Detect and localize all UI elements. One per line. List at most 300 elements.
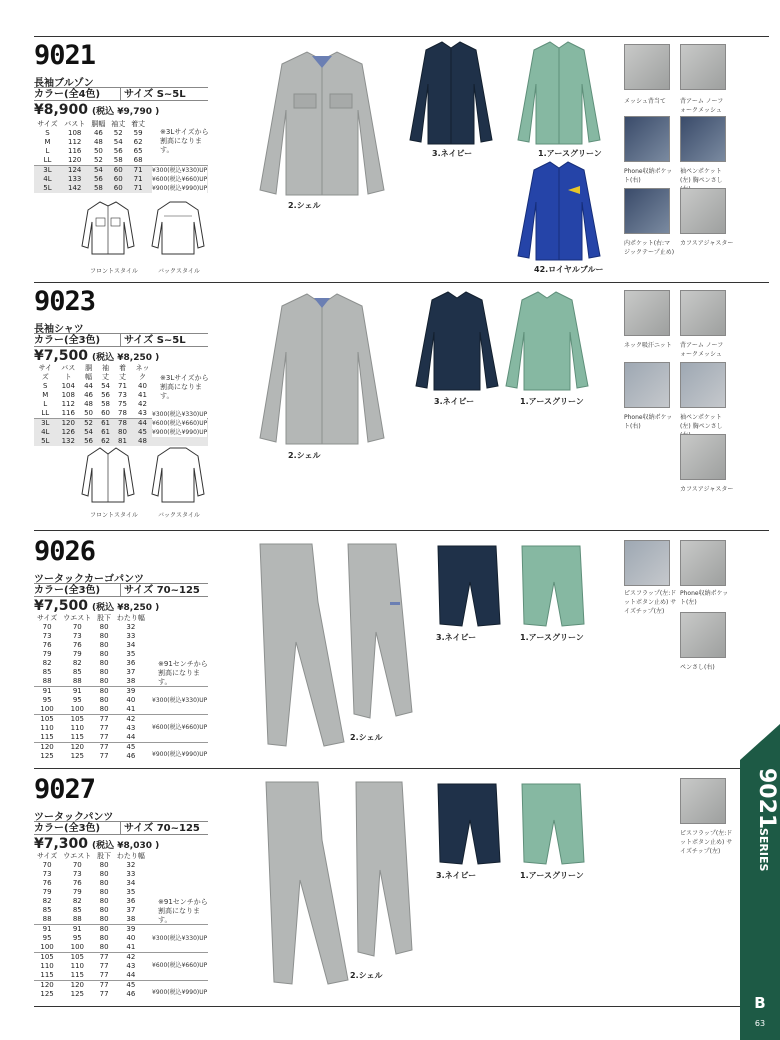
color-label-royal: 42.ロイヤルブルー <box>534 265 604 274</box>
detail-norfolk-mesh <box>680 290 726 336</box>
table-header-cell: わたり幅 <box>116 614 145 622</box>
table-cell: 112 <box>68 138 82 146</box>
section-divider <box>34 1006 769 1007</box>
table-cell: 77 <box>99 733 109 741</box>
table-cell: 76 <box>42 641 52 649</box>
table-cell: 71 <box>128 166 148 176</box>
table-header-cell: ネック <box>135 364 150 381</box>
table-cell: 79 <box>72 888 82 896</box>
table-cell: 70 <box>42 623 52 631</box>
surcharge-120: ¥900(税込¥990)UP <box>152 751 208 758</box>
table-cell: 80 <box>99 906 109 914</box>
table-header-cell <box>148 852 208 861</box>
product-name: ツータックパンツ <box>34 812 114 823</box>
table-cell: 80 <box>99 668 109 676</box>
table-cell: 80 <box>114 428 131 437</box>
detail-pen-slot <box>680 612 726 658</box>
table-cell: 36 <box>126 659 136 667</box>
color-label-green: 1.アースグリーン <box>520 871 584 880</box>
table-cell: 80 <box>99 677 109 685</box>
table-row <box>34 879 208 888</box>
table-cell: 46 <box>126 752 136 760</box>
table-cell <box>148 971 208 981</box>
table-cell: 42 <box>138 400 147 408</box>
table-cell: LL <box>43 156 52 164</box>
table-cell: 120 <box>56 419 80 429</box>
size-label: サイズ <box>124 89 154 100</box>
table-cell: 120 <box>34 743 60 753</box>
color-size-bar <box>34 821 208 835</box>
table-cell: 91 <box>60 687 94 697</box>
series-number: 9021 <box>754 768 779 830</box>
table-cell: 77 <box>94 743 113 753</box>
table-cell: 60 <box>108 166 128 176</box>
color-label-green: 1.アースグリーン <box>520 397 584 406</box>
front-style-label: フロントスタイル <box>90 512 138 519</box>
product-name: 長袖シャツ <box>34 324 84 335</box>
table-cell: 37 <box>126 906 136 914</box>
table-cell: 45 <box>114 743 148 753</box>
table-header-cell: 胴幅 <box>91 120 106 128</box>
table-cell: 77 <box>99 971 109 979</box>
product-code: 9021 <box>34 40 96 71</box>
table-cell: 80 <box>99 696 109 704</box>
table-cell <box>148 687 208 697</box>
table-cell: 32 <box>126 861 136 869</box>
table-cell: 108 <box>61 391 75 399</box>
back-style-label: バックスタイル <box>158 512 200 519</box>
table-cell: 77 <box>99 752 109 760</box>
table-cell: 59 <box>133 129 143 137</box>
table-cell: 56 <box>101 391 110 399</box>
table-cell: 125 <box>70 752 84 760</box>
color-count: カラー(全4色) <box>34 89 101 100</box>
table-cell: 58 <box>88 184 108 193</box>
photo-royal-jacket <box>514 160 604 264</box>
table-row <box>34 925 208 935</box>
table-header-cell: バスト <box>64 120 86 128</box>
table-cell: 82 <box>42 897 52 905</box>
table-cell: 85 <box>72 906 82 914</box>
front-style-label: フロントスタイル <box>90 268 138 275</box>
tax-price: (税込 ¥8,030 ) <box>92 841 160 851</box>
table-cell: 80 <box>99 861 109 869</box>
size-range: S~5L <box>156 335 186 346</box>
table-cell: 88 <box>42 915 52 923</box>
table-cell: 105 <box>60 715 94 725</box>
table-header-cell: 胴幅 <box>85 364 93 381</box>
table-cell: 95 <box>42 696 52 704</box>
table-cell: 62 <box>133 138 143 146</box>
table-cell: 104 <box>61 382 75 390</box>
detail-norfolk-mesh <box>680 44 726 90</box>
table-cell: 35 <box>126 888 136 896</box>
table-row <box>34 400 208 409</box>
color-label-navy: 3.ネイビー <box>434 397 475 406</box>
section-divider <box>34 36 769 37</box>
table-cell: 78 <box>118 409 127 417</box>
color-size-bar <box>34 333 208 347</box>
table-cell: 95 <box>72 934 82 942</box>
table-header-cell: 着丈 <box>119 364 126 381</box>
table-cell: 40 <box>126 696 136 704</box>
table-cell: 4L <box>34 175 61 184</box>
table-cell: 5L <box>34 437 56 446</box>
series-word: SERIES <box>757 828 770 872</box>
table-cell <box>148 623 208 632</box>
table-cell: 73 <box>72 632 82 640</box>
table-cell: 54 <box>101 382 110 390</box>
table-cell: 4L <box>34 428 56 437</box>
table-cell: 46 <box>84 391 94 399</box>
table-row <box>34 870 208 879</box>
table-cell: 125 <box>40 752 54 760</box>
table-cell: 91 <box>60 925 94 935</box>
table-cell: 80 <box>99 632 109 640</box>
detail-flap-pocket <box>680 778 726 824</box>
section-divider <box>34 530 769 531</box>
table-cell: 95 <box>72 696 82 704</box>
color-label-green: 1.アースグリーン <box>520 633 584 642</box>
photo-green-jacket <box>514 40 604 148</box>
table-cell: 77 <box>99 990 109 998</box>
table-header-cell: 股下 <box>97 852 112 860</box>
surcharge-105: ¥600(税込¥660)UP <box>152 724 208 731</box>
table-cell <box>148 650 208 659</box>
table-cell: 126 <box>56 428 80 437</box>
jacket-line-drawing <box>78 198 218 264</box>
table-cell: 36 <box>126 897 136 905</box>
table-cell: 82 <box>72 659 82 667</box>
table-cell: 68 <box>133 156 143 164</box>
table-cell: 76 <box>72 879 82 887</box>
table-cell: 82 <box>72 897 82 905</box>
surcharge-5l: ¥900(税込¥990)UP <box>152 429 208 436</box>
table-cell <box>148 705 208 715</box>
table-cell: 88 <box>72 677 82 685</box>
color-label-shell: 2.シェル <box>350 971 383 980</box>
product-code: 9023 <box>34 286 96 317</box>
table-cell: 80 <box>99 888 109 896</box>
table-cell <box>148 156 208 166</box>
table-cell: 38 <box>126 915 136 923</box>
table-cell: 43 <box>126 724 136 732</box>
table-cell: 33 <box>126 870 136 878</box>
table-cell: 34 <box>126 641 136 649</box>
table-cell: 61 <box>97 428 114 437</box>
price: ¥7,500 (税込 ¥8,250 ) <box>34 348 160 364</box>
table-cell: 65 <box>133 147 143 155</box>
table-cell: 46 <box>126 990 136 998</box>
table-cell: 142 <box>61 184 89 193</box>
color-label-navy: 3.ネイビー <box>432 149 473 158</box>
table-cell: 56 <box>80 437 97 446</box>
table-cell: 75 <box>118 400 127 408</box>
color-label-shell: 2.シェル <box>350 733 383 742</box>
section-divider <box>34 768 769 769</box>
table-row <box>34 632 208 641</box>
photo-green-pants <box>518 782 588 868</box>
table-cell <box>148 733 208 743</box>
table-cell: 77 <box>94 715 113 725</box>
table-cell: 38 <box>126 677 136 685</box>
table-cell: 42 <box>114 953 148 963</box>
table-header-cell: ウエスト <box>63 852 92 860</box>
table-cell: 91 <box>34 925 60 935</box>
size-table <box>34 614 208 761</box>
table-cell: 43 <box>126 962 136 970</box>
table-cell: 85 <box>42 668 52 676</box>
photo-shell-jacket <box>252 50 392 200</box>
table-cell <box>148 861 208 870</box>
table-cell: 120 <box>60 981 94 991</box>
table-header-cell: サイズ <box>37 120 58 128</box>
detail-mesh-back <box>624 44 670 90</box>
tax-price: (税込 ¥9,790 ) <box>92 107 160 117</box>
color-label-navy: 3.ネイビー <box>436 633 477 642</box>
table-cell: 45 <box>114 981 148 991</box>
table-cell: 71 <box>128 184 148 193</box>
table-cell: 70 <box>72 861 82 869</box>
table-cell: 78 <box>114 419 131 429</box>
section-divider <box>34 282 769 283</box>
color-size-bar <box>34 583 208 597</box>
table-cell: 110 <box>70 724 84 732</box>
surcharge-91: ¥300(税込¥330)UP <box>152 935 208 942</box>
table-header-cell: 袖丈 <box>102 364 110 381</box>
color-size-bar <box>34 87 208 101</box>
color-count: カラー(全3色) <box>34 823 101 834</box>
table-cell: 80 <box>99 705 109 713</box>
table-cell: 80 <box>99 934 109 942</box>
table-cell <box>154 400 208 409</box>
page-number: 63 <box>754 1019 766 1028</box>
product-name: ツータックカーゴパンツ <box>34 574 144 585</box>
detail-cuff-adjuster <box>680 434 726 480</box>
table-cell: S <box>45 129 50 137</box>
table-cell: 60 <box>101 409 110 417</box>
table-cell: 115 <box>40 733 54 741</box>
table-cell: 115 <box>40 971 54 979</box>
table-cell: 100 <box>70 943 84 951</box>
table-cell: 105 <box>60 953 94 963</box>
table-cell: 80 <box>94 687 113 697</box>
tax-price: (税込 ¥8,250 ) <box>92 603 160 613</box>
color-label-shell: 2.シェル <box>288 451 321 460</box>
photo-shell-pants <box>252 780 422 986</box>
size-table <box>34 852 208 999</box>
table-cell: 110 <box>40 724 54 732</box>
table-cell: 100 <box>40 943 54 951</box>
table-cell: 58 <box>113 156 123 164</box>
series-side-tab <box>740 724 780 1040</box>
table-cell: 33 <box>126 632 136 640</box>
table-cell: 73 <box>42 632 52 640</box>
surcharge-91: ¥300(税込¥330)UP <box>152 697 208 704</box>
table-cell: 71 <box>128 175 148 184</box>
tax-price: (税込 ¥8,250 ) <box>92 353 160 363</box>
table-cell: 52 <box>113 129 123 137</box>
table-cell: 82 <box>42 659 52 667</box>
color-count: カラー(全3色) <box>34 335 101 346</box>
photo-shell-shirt <box>252 292 392 448</box>
table-cell: 125 <box>70 990 84 998</box>
size-range: S~5L <box>156 89 186 100</box>
back-style-label: バックスタイル <box>158 268 200 275</box>
table-cell: 100 <box>40 705 54 713</box>
table-row <box>34 623 208 632</box>
table-cell: 79 <box>42 888 52 896</box>
table-cell: 132 <box>56 437 80 446</box>
table-cell: 44 <box>131 419 154 429</box>
table-cell: 120 <box>34 981 60 991</box>
table-cell: 56 <box>88 175 108 184</box>
table-cell: 32 <box>126 623 136 631</box>
table-cell: 60 <box>108 184 128 193</box>
table-header-cell: バスト <box>61 364 76 381</box>
table-header-cell <box>148 614 208 623</box>
table-cell <box>148 870 208 879</box>
table-cell: 79 <box>72 650 82 658</box>
table-header-cell: 袖丈 <box>111 120 126 128</box>
photo-navy-pants <box>434 782 504 868</box>
table-cell <box>148 943 208 953</box>
size-label: サイズ <box>124 335 154 346</box>
photo-navy-shirt <box>414 290 500 394</box>
table-cell: 3L <box>34 166 61 176</box>
photo-navy-jacket <box>406 40 496 148</box>
table-cell: M <box>42 391 49 399</box>
brand-logo-mark: B <box>754 994 766 1012</box>
table-cell: 44 <box>126 733 136 741</box>
table-cell: 115 <box>70 971 84 979</box>
surcharge-3l: ¥300(税込¥330)UP <box>152 167 208 174</box>
detail-cuff-adjuster <box>680 188 726 234</box>
table-cell: 80 <box>99 943 109 951</box>
table-cell: 91 <box>34 687 60 697</box>
table-cell: 80 <box>99 870 109 878</box>
price: ¥7,500 (税込 ¥8,250 ) <box>34 598 160 614</box>
table-cell: S <box>43 382 48 390</box>
photo-shell-cargo-pants <box>252 542 422 748</box>
surcharge-4l: ¥600(税込¥660)UP <box>152 176 208 183</box>
table-cell: 73 <box>42 870 52 878</box>
surcharge-120: ¥900(税込¥990)UP <box>152 989 208 996</box>
table-cell: 41 <box>126 943 136 951</box>
table-cell: 54 <box>80 428 97 437</box>
table-cell: 100 <box>70 705 84 713</box>
table-cell: 48 <box>93 138 103 146</box>
table-cell: 110 <box>40 962 54 970</box>
table-cell: 52 <box>80 419 97 429</box>
table-cell: 44 <box>126 971 136 979</box>
price: ¥7,300 (税込 ¥8,030 ) <box>34 836 160 852</box>
product-9026: 9026 ツータックカーゴパンツ カラー(全3色) サイズ 70~125 ¥7,500 (税込 ¥8,250 ) サイズ ウエスト 股下 わたり幅 70 70 80 32 73 73 80 33 76 76 80 34 79 79 80 35 82 82 80 36 85 85 80 37 88 88 80 38 91 91 80 39 95 95 80 40 100 100 80 41 105 105 77 42 110 110 77 43 115 115 77 44 120 120 77 45 125 125 77 46 ※91センチから割高になります。 ¥300(税込¥330)UP ¥600(税込¥660)UP ¥900(税込¥990)UP 2.シェル 3.ネイビー 1.アースグリーン ピスフラップ(左:ドットボタン止め) サイズチップ(左) Phone収納ポケット(左) ペンさし(右) <box>34 536 729 760</box>
color-label-green: 1.アースグリーン <box>538 149 602 158</box>
table-cell: 80 <box>99 897 109 905</box>
table-cell: 85 <box>72 668 82 676</box>
table-cell: 54 <box>113 138 123 146</box>
table-cell: 125 <box>40 990 54 998</box>
table-cell: 80 <box>99 641 109 649</box>
table-cell: 110 <box>70 962 84 970</box>
table-cell: 46 <box>93 129 103 137</box>
table-cell: 37 <box>126 668 136 676</box>
photo-green-cargo-pants <box>518 544 588 630</box>
table-row <box>34 687 208 697</box>
shirt-line-drawing <box>78 444 218 510</box>
table-cell: 116 <box>68 147 82 155</box>
table-cell: 70 <box>42 861 52 869</box>
table-cell: 44 <box>84 382 94 390</box>
table-cell: L <box>43 400 48 408</box>
table-cell <box>148 925 208 935</box>
table-cell: 120 <box>60 743 94 753</box>
table-cell: 54 <box>88 166 108 176</box>
table-cell: 80 <box>99 650 109 658</box>
detail-phone-pocket <box>680 540 726 586</box>
table-cell: 5L <box>34 184 61 193</box>
table-header-cell: サイズ <box>38 364 52 381</box>
table-cell: 39 <box>114 925 148 935</box>
table-row <box>34 861 208 870</box>
table-cell: 70 <box>72 623 82 631</box>
color-count: カラー(全3色) <box>34 585 101 596</box>
surcharge-3l: ¥300(税込¥330)UP <box>152 411 208 418</box>
detail-phone-pocket <box>624 362 670 408</box>
table-cell: 73 <box>72 870 82 878</box>
product-name: 長袖ブルゾン <box>34 78 94 89</box>
table-cell <box>148 879 208 888</box>
table-cell: 77 <box>94 981 113 991</box>
table-cell: 35 <box>126 650 136 658</box>
product-9021: 9021 長袖ブルゾン カラー(全4色) サイズ S~5L ¥8,900 (税込 ¥9,790 ) サイズ バスト 胴幅 袖丈 着丈 S 108 46 52 59 M 112 48 54 62 L 116 50 56 65 LL 120 52 58 68 3L 124 54 60 71 4L 133 56 60 71 5L 142 58 60 71 ¥300(税込¥330)UP ¥600(税込¥660)UP ¥900(税込¥990)UP ※3Lサイズから割高になります。 フロントスタイル バックスタイル 2.シェル 3.ネイビー 1.アースグリーン 42.ロイヤルブルー メッシュ背当て 背アーム ノーフォークメッシュ Phone収納ポケット(右) 袖ペンポケット(左) 胸ペンさし 内ポケット(右:マジックテープ止め) カフスアジャスター <box>34 40 734 275</box>
table-cell <box>148 632 208 641</box>
table-cell: 105 <box>34 953 60 963</box>
table-row <box>34 650 208 659</box>
price: ¥8,900 (税込 ¥9,790 ) <box>34 102 160 118</box>
table-row <box>34 641 208 650</box>
table-cell: 88 <box>72 915 82 923</box>
table-cell: M <box>44 138 51 146</box>
table-cell: 85 <box>42 906 52 914</box>
table-cell: 48 <box>84 400 94 408</box>
table-cell: 116 <box>61 409 75 417</box>
table-cell: 79 <box>42 650 52 658</box>
table-header-cell: ウエスト <box>63 614 92 622</box>
table-cell: 80 <box>94 925 113 935</box>
surcharge-4l: ¥600(税込¥660)UP <box>152 420 208 427</box>
table-cell: 108 <box>68 129 82 137</box>
table-cell: 62 <box>97 437 114 446</box>
table-cell: 77 <box>99 724 109 732</box>
table-cell: 77 <box>94 953 113 963</box>
table-cell <box>148 888 208 897</box>
table-cell: 52 <box>93 156 103 164</box>
table-cell: 73 <box>118 391 127 399</box>
product-code: 9027 <box>34 774 96 805</box>
table-cell: 80 <box>99 915 109 923</box>
table-cell: 80 <box>99 879 109 887</box>
table-row <box>34 733 208 743</box>
table-cell: 88 <box>42 677 52 685</box>
table-cell: 42 <box>114 715 148 725</box>
color-label-navy: 3.ネイビー <box>436 871 477 880</box>
size-note: ※3Lサイズから割高になります。 <box>160 128 209 154</box>
table-cell: 40 <box>126 934 136 942</box>
table-cell: 50 <box>84 409 94 417</box>
table-cell: 76 <box>72 641 82 649</box>
